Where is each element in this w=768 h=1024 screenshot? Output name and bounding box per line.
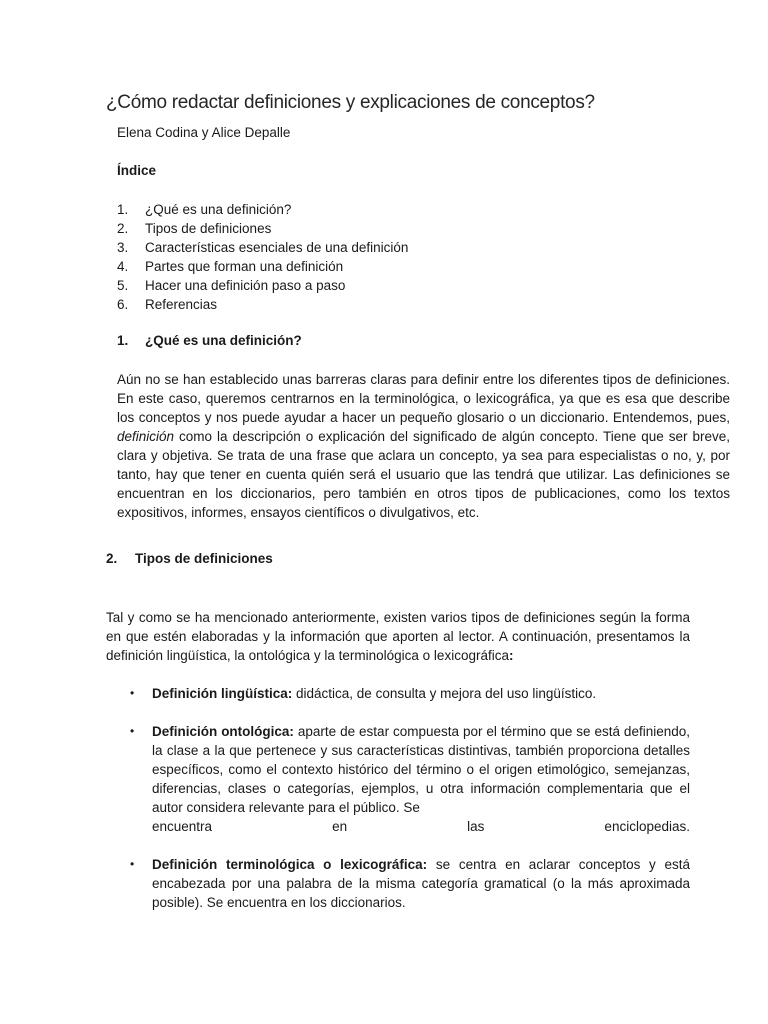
paragraph-colon: : bbox=[508, 648, 514, 663]
section-2-number: 2. bbox=[106, 551, 118, 566]
section-2-title: Tipos de definiciones bbox=[135, 551, 273, 566]
section-1-title: ¿Qué es una definición? bbox=[145, 333, 302, 348]
bullet-icon: • bbox=[130, 686, 135, 700]
index-item-label: ¿Qué es una definición? bbox=[145, 202, 292, 217]
index-item-number: 6. bbox=[117, 297, 129, 312]
index-item bbox=[117, 295, 408, 314]
list-item bbox=[130, 684, 690, 703]
index-item-label: Referencias bbox=[145, 297, 218, 312]
list-item-text-last-line: encuentra en las enciclopedias. bbox=[152, 819, 690, 834]
bullet-icon: • bbox=[130, 857, 135, 871]
list-item-text: aparte de estar compuesta por el término que se está definiendo, la clase a la que pertenece y sus características distintivas, también proporciona detalles específicos, como el contexto histórico del término o el origen etimológico, semejanzas, diferencias, clases o categorías, ejemplos, u otra información complementaria que el autor considera relevante para el público. Se bbox=[152, 724, 690, 815]
section-2-paragraph bbox=[106, 608, 690, 665]
index-item-number: 5. bbox=[117, 278, 129, 293]
index-item bbox=[117, 238, 408, 257]
list-item bbox=[130, 722, 690, 836]
index-item bbox=[117, 257, 408, 276]
section-1-heading bbox=[117, 333, 302, 348]
paragraph-text: como la descripción o explicación del significado de algún concepto. Tiene que ser breve, clara y objetiva. Se trata de una frase que aclara un concepto, ya sea para especialistas o no, y, por tanto, hay que tener en cuenta quién será el usuario que las tendrá que utilizar. Las definiciones se encuentran en los diccionarios, pero también en otros tipos de publicaciones, como los textos expositivos, informes, ensayos científicos o divulgativos, etc. bbox=[117, 429, 730, 520]
list-item-text: didáctica, de consulta y mejora del uso lingüístico. bbox=[292, 686, 597, 701]
bullet-icon: • bbox=[130, 724, 135, 738]
index-item-label: Tipos de definiciones bbox=[145, 221, 272, 236]
list-item-term: Definición ontológica: bbox=[152, 724, 294, 739]
list-item-text: se centra en aclarar conceptos y está encabezada por una palabra de la misma categoría gramatical (o la más aproximada posible). Se encuentra en los diccionarios. bbox=[152, 857, 691, 910]
index-item-label: Hacer una definición paso a paso bbox=[145, 278, 346, 293]
index-list bbox=[117, 200, 408, 314]
index-heading: Índice bbox=[117, 163, 157, 178]
document-title: ¿Cómo redactar definiciones y explicaciones de conceptos? bbox=[106, 92, 595, 113]
index-item-number: 2. bbox=[117, 221, 129, 236]
index-item bbox=[117, 200, 408, 219]
index-item bbox=[117, 276, 408, 295]
paragraph-text: Aún no se han establecido unas barreras claras para definir entre los diferentes tipos de definiciones. En este caso, queremos centrarnos en la terminológica, o lexicográfica, ya que es esa que describe los conceptos y nos puede ayudar a hacer un pequeño glosario o un diccionario. Entendemos, pues, bbox=[117, 372, 730, 425]
index-item-label: Partes que forman una definición bbox=[145, 259, 344, 274]
index-item-number: 4. bbox=[117, 259, 129, 274]
document-authors: Elena Codina y Alice Depalle bbox=[117, 125, 291, 140]
list-item-term: Definición lingüística: bbox=[152, 686, 293, 701]
list-item-term: Definición terminológica o lexicográfica: bbox=[152, 857, 428, 872]
section-1-paragraph bbox=[117, 370, 730, 522]
paragraph-italic-term: definición bbox=[117, 429, 175, 444]
section-2-heading bbox=[106, 551, 273, 566]
list-item bbox=[130, 855, 690, 912]
section-1-number: 1. bbox=[117, 333, 129, 348]
index-item-label: Características esenciales de una definición bbox=[145, 240, 409, 255]
index-item-number: 1. bbox=[117, 202, 129, 217]
index-item-number: 3. bbox=[117, 240, 129, 255]
paragraph-text: Tal y como se ha mencionado anteriormente, existen varios tipos de definiciones según la forma en que estén elaboradas y la información que aporten al lector. A continuación, presentamos la definición lingüística, la ontológica y la terminológica o lexicográfica bbox=[106, 610, 690, 663]
index-item bbox=[117, 219, 408, 238]
definition-types-list bbox=[130, 684, 690, 912]
